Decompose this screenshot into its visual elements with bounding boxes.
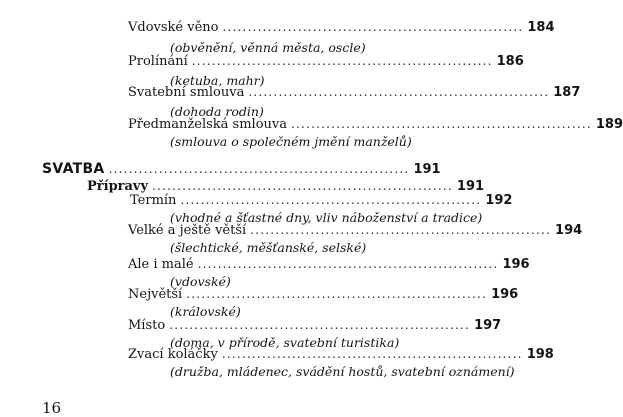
- toc-entry-prolinani: [128, 54, 524, 69]
- dot-leader: ............................................................: [108, 162, 410, 176]
- toc-entry-subtitle: (královské): [170, 304, 241, 319]
- toc-entry-page: 192: [485, 193, 513, 208]
- toc-entry-page: 187: [553, 85, 581, 100]
- toc-entry-label: Největší: [128, 287, 183, 302]
- toc-entry-subtitle: (vdovské): [170, 274, 231, 289]
- toc-section-pripravy: [87, 179, 485, 194]
- toc-entry-subtitle: (ketuba, mahr): [170, 73, 265, 88]
- section-page: 191: [456, 179, 485, 194]
- toc-entry-label: Předmanželská smlouva: [128, 117, 288, 132]
- dot-leader: ............................................................: [197, 257, 499, 271]
- toc-entry-velke: [128, 223, 583, 238]
- toc-entry-subtitle: (družba, mládenec, svádění hostů, svatební oznámení): [170, 364, 515, 379]
- toc-entry-label: Svatební smlouva: [128, 85, 245, 100]
- toc-entry-label: Velké a ještě větší: [128, 223, 247, 238]
- toc-entry-subtitle: (doma, v přírodě, svatební turistika): [170, 335, 400, 350]
- toc-entry-subtitle: (vhodné a šťastné dny, vliv náboženství a tradice): [170, 210, 483, 225]
- toc-entry-nejvetsi: [128, 287, 519, 302]
- section-label: Přípravy: [87, 179, 149, 194]
- toc-entry-label: Zvací koláčky: [128, 347, 218, 362]
- toc-entry-page: 184: [527, 20, 555, 35]
- dot-leader: ............................................................: [222, 20, 524, 34]
- toc-entry-label: Vdovské věno: [128, 20, 219, 35]
- toc-entry-label: Prolínání: [128, 54, 188, 69]
- toc-entry-label: Termín: [130, 193, 177, 208]
- toc-entry-page: 194: [555, 223, 583, 238]
- toc-entry-page: 198: [526, 347, 554, 362]
- toc-entry-vdovske-veno: [128, 20, 555, 35]
- page-number: 16: [42, 399, 62, 417]
- dot-leader: ............................................................: [169, 318, 471, 332]
- toc-entry-predmanzelska-smlouva: [128, 117, 623, 132]
- toc-entry-page: 189: [595, 117, 623, 132]
- dot-leader: ............................................................: [248, 85, 550, 99]
- toc-entry-subtitle: (smlouva o společném jmění manželů): [170, 134, 412, 149]
- toc-entry-label: Místo: [128, 318, 166, 333]
- dot-leader: ............................................................: [180, 193, 482, 207]
- toc-entry-svatebni-smlouva: [128, 85, 581, 100]
- toc-entry-page: 186: [496, 54, 524, 69]
- toc-entry-page: 197: [474, 318, 502, 333]
- toc-entry-termin: [130, 193, 513, 208]
- dot-leader: ............................................................: [186, 287, 488, 301]
- dot-leader: ............................................................: [291, 117, 592, 131]
- chapter-page: 191: [413, 162, 441, 177]
- toc-entry-misto: [128, 318, 502, 333]
- toc-entry-subtitle: (dohoda rodin): [170, 104, 264, 119]
- toc-entry-ale-i-male: [128, 257, 530, 272]
- dot-leader: ............................................................: [152, 179, 453, 193]
- toc-entry-subtitle: (šlechtické, měšťanské, selské): [170, 240, 367, 255]
- chapter-label: SVATBA: [42, 161, 105, 177]
- dot-leader: ............................................................: [221, 347, 523, 361]
- toc-entry-page: 196: [502, 257, 530, 272]
- toc-entry-zvaci-kolacky: [128, 347, 554, 362]
- toc-chapter-svatba: [42, 161, 441, 177]
- toc-entry-page: 196: [491, 287, 519, 302]
- toc-entry-subtitle: (obvěnění, věnná města, oscle): [170, 40, 366, 55]
- dot-leader: ............................................................: [250, 223, 552, 237]
- toc-entry-label: Ale i malé: [128, 257, 194, 272]
- dot-leader: ............................................................: [191, 54, 493, 68]
